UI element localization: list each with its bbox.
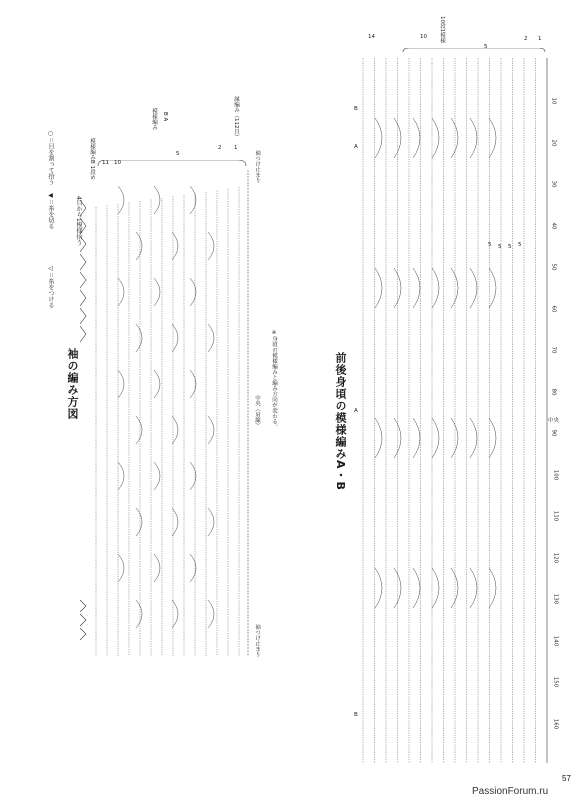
body-row-number: 10 bbox=[420, 34, 427, 40]
body-title: 前後身頃の模様編みA・B bbox=[334, 352, 347, 491]
stitch-number: 120 bbox=[552, 552, 559, 563]
label-center: 中央 bbox=[548, 418, 560, 424]
note-pickup: 4目から1模様拾う bbox=[75, 196, 82, 246]
label-pattern-b-row1: 模様編みB 1段め bbox=[89, 138, 95, 181]
stitch-number: 30 bbox=[550, 180, 557, 188]
sleeve-row-number: 1 bbox=[234, 145, 238, 151]
label-cuff: 縁編み（112目） bbox=[233, 96, 239, 140]
sleeve-row-number: 5 bbox=[176, 151, 180, 157]
stitch-number: 60 bbox=[550, 305, 557, 312]
label-sleeve-end-bottom: 袖つけ止まり bbox=[254, 624, 260, 657]
body-row-number: 2 bbox=[524, 36, 528, 42]
sleeve-title: 袖の編み方図 bbox=[66, 348, 79, 420]
stitch-number: 80 bbox=[550, 388, 557, 395]
legend-skip: ○＝目を割って拾う bbox=[47, 130, 54, 186]
stitch-number: 90 bbox=[550, 429, 557, 437]
legend-cut: ◀＝糸を切る bbox=[47, 192, 54, 230]
body-chart bbox=[355, 48, 555, 768]
body-row-number: 1 bbox=[538, 36, 542, 42]
label-a-mid: A bbox=[354, 408, 358, 414]
note-direction: ※身頃の模様編みと編み方向が変わる。 bbox=[271, 330, 277, 430]
repeat-mark: 5 bbox=[498, 244, 502, 250]
label-a-top: A bbox=[354, 144, 358, 150]
label-pattern-ab: B A bbox=[162, 112, 168, 122]
stitch-number: 40 bbox=[550, 222, 557, 229]
label-b-bottom: B bbox=[354, 712, 358, 718]
sleeve-row-number: 2 bbox=[218, 145, 222, 151]
label-pattern-rows: 10段1模様 bbox=[439, 16, 445, 43]
sleeve-row-number: 11 bbox=[102, 160, 109, 166]
legend-join: ◁＝糸をつける bbox=[47, 265, 54, 309]
sleeve-row-number: 10 bbox=[114, 160, 121, 166]
label-center: 中央（肩線） bbox=[254, 395, 260, 428]
watermark: PassionForum.ru bbox=[472, 786, 549, 797]
stitch-number: 70 bbox=[550, 346, 557, 354]
stitch-number: 20 bbox=[550, 139, 557, 146]
label-pattern: 模様編み bbox=[151, 108, 157, 130]
stitch-number: 50 bbox=[550, 263, 557, 271]
stitch-number: 100 bbox=[552, 469, 559, 480]
repeat-mark: 5 bbox=[508, 244, 512, 250]
stitch-number: 110 bbox=[552, 510, 559, 522]
stitch-number: 130 bbox=[552, 593, 559, 605]
stitch-number: 140 bbox=[552, 635, 559, 646]
sleeve-chart bbox=[78, 160, 258, 660]
body-row-number: 14 bbox=[368, 34, 375, 40]
stitch-number: 160 bbox=[552, 718, 559, 729]
repeat-mark: 5 bbox=[488, 242, 492, 248]
body-row-number: 5 bbox=[484, 44, 488, 50]
label-sleeve-end-top: 袖つけ止まり bbox=[254, 150, 260, 183]
label-b-top: B bbox=[354, 106, 358, 112]
page-number: 57 bbox=[562, 774, 571, 783]
stitch-number: 10 bbox=[550, 97, 557, 105]
stitch-number: 150 bbox=[552, 676, 559, 688]
repeat-mark: 5 bbox=[518, 242, 522, 248]
